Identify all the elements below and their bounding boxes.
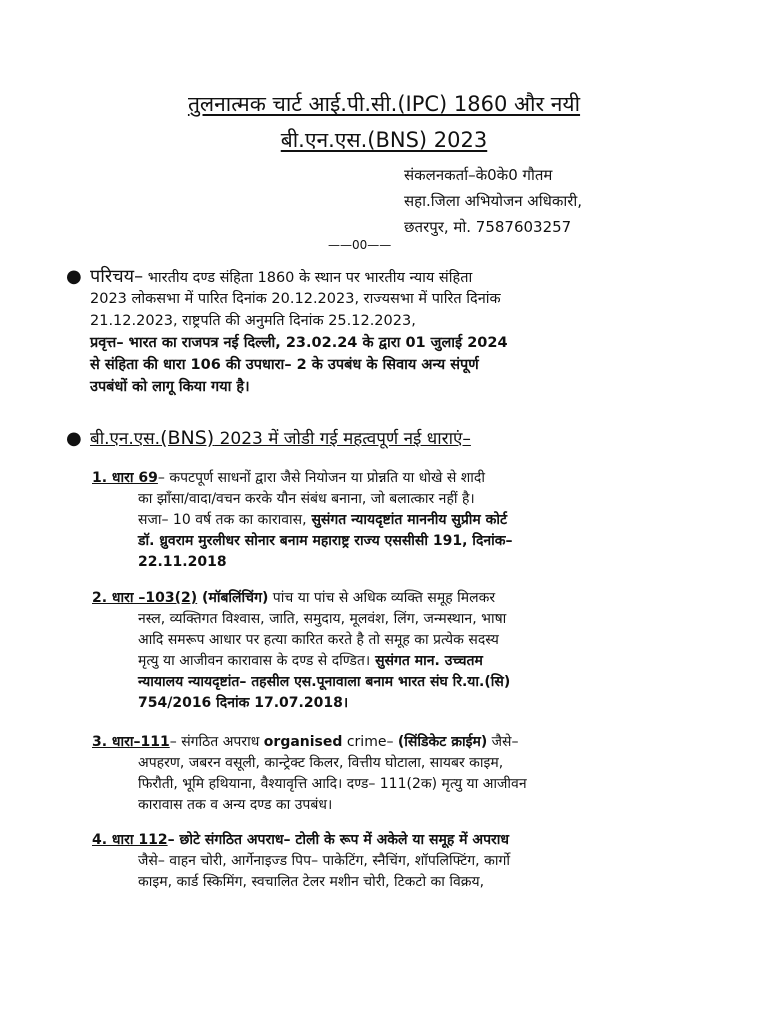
section-precedent: सुसंगत मान. उच्चतम xyxy=(370,653,483,669)
section-english-term: organised xyxy=(263,734,343,750)
section-line: नस्ल, व्यक्तिगत विश्वास, जाति, समुदाय, मूलवंश, लिंग, जन्मस्थान, भाषा xyxy=(138,611,507,627)
section-line: जैसे– वाहन चोरी, आर्गेनाइज्ड पिप– पाकेटिंग, स्नैचिंग, शॉपलिफ्टिंग, कार्गो xyxy=(138,853,510,869)
section-number: 2. धारा –103(2) xyxy=(92,590,198,606)
section-line: काइम, कार्ड स्किमिंग, स्वचालित टेलर मशीन चोरी, टिकटो का विक्रय, xyxy=(138,874,485,890)
section-69 xyxy=(92,468,513,573)
compiler-block xyxy=(404,162,582,240)
heading-text-2: (BNS) xyxy=(160,427,215,449)
section-112 xyxy=(92,830,510,893)
bullet-icon: ● xyxy=(66,266,82,287)
section-111 xyxy=(92,732,527,816)
section-precedent-date: 754/2016 दिनांक 17.07.2018। xyxy=(138,695,349,711)
heading-text-3: 2023 में जोडी गई महत्वपूर्ण नई धाराएं– xyxy=(214,429,471,449)
separator: ——00—— xyxy=(328,238,392,252)
section-line: अपहरण, जबरन वसूली, कान्ट्रेक्ट किलर, वित्तीय घोटाला, सायबर काइम, xyxy=(138,755,504,771)
section-line: कारावास तक व अन्य दण्ड का उपबंध। xyxy=(138,797,333,813)
section-line: फिरौती, भूमि हथियाना, वैश्यावृत्ति आदि। दण्ड– 111(2क) मृत्यु या आजीवन xyxy=(138,776,527,792)
intro-enforcement-text-1: प्रवृत्त– भारत का राजपत्र नई दिल्ली, 23.02.24 के द्वारा 01 जुलाई 2024 xyxy=(90,335,508,351)
intro-enforcement-text-3: उपबंधों को लागू किया गया है। xyxy=(90,379,250,395)
section-precedent-date: 22.11.2018 xyxy=(138,554,227,570)
section-precedent: डॉ. ध्रुवराम मुरलीधर सोनार बनाम महाराष्ट्र राज्य एससीसी 191, दिनांक– xyxy=(138,533,513,549)
section-number: 1. धारा 69 xyxy=(92,470,158,486)
section-number: 3. धारा–111 xyxy=(92,734,170,750)
intro-line-3: 21.12.2023, राष्ट्रपति की अनुमति दिनांक 25.12.2023, xyxy=(90,313,416,329)
section-line: पांच या पांच से अधिक व्यक्ति समूह मिलकर xyxy=(268,590,496,606)
compiler-contact: छतरपुर, मो. 7587603257 xyxy=(404,218,572,236)
document-title-line-2: बी.एन.एस.(BNS) 2023 xyxy=(280,128,488,152)
compiler-name: संकलनकर्ता–के0के0 गौतम xyxy=(404,166,553,184)
section-line: आदि समरूप आधार पर हत्या कारित करते है तो समूह का प्रत्येक सदस्य xyxy=(138,632,499,648)
new-sections-heading xyxy=(90,426,471,449)
section-103-2 xyxy=(92,588,510,714)
section-english-term: crime– xyxy=(342,734,398,750)
heading-text-1: बी.एन.एस. xyxy=(90,429,161,449)
section-penalty: सजा– 10 वर्ष तक का कारावास, xyxy=(138,512,307,528)
section-line: – छोटे संगठित अपराध– टोली के रूप में अकेले या समूह में अपराध xyxy=(167,832,509,848)
intro-line-2: 2023 लोकसभा में पारित दिनांक 20.12.2023, राज्यसभा में पारित दिनांक xyxy=(90,291,501,307)
section-tag: (मॉबलिंचिंग) xyxy=(197,590,269,606)
section-precedent: सुसंगत न्यायदृष्टांत माननीय सुप्रीम कोर्ट xyxy=(306,512,508,528)
intro-enforcement-line-3 xyxy=(90,376,508,398)
document-title-line-1: तुलनात्मक चार्ट आई.पी.सी.(IPC) 1860 और नयी xyxy=(187,92,581,116)
section-line: का झाँसा/वादा/वचन करके यौन संबंध बनाना, जो बलात्कार नहीं है। xyxy=(138,491,475,507)
section-line: – कपटपूर्ण साधनों द्वारा जैसे नियोजन या प्रोन्नति या धोखे से शादी xyxy=(157,470,485,486)
section-tag: (सिंडिकेट क्राईम) xyxy=(397,734,488,750)
section-number: 4. धारा 112 xyxy=(92,832,168,848)
intro-enforcement-line-2 xyxy=(90,354,508,376)
intro-label: परिचय– xyxy=(90,266,144,287)
compiler-designation: सहा.जिला अभियोजन अधिकारी, xyxy=(404,192,583,210)
section-line: मृत्यु या आजीवन कारावास के दण्ड से दण्डित। xyxy=(138,653,371,669)
intro-line-1: भारतीय दण्ड संहिता 1860 के स्थान पर भारतीय न्याय संहिता xyxy=(143,270,473,286)
intro-enforcement-text-2: से संहिता की धारा 106 की उपधारा– 2 के उपबंध के सिवाय अन्य संपूर्ण xyxy=(90,357,479,373)
section-line: – संगठित अपराध xyxy=(169,734,264,750)
bullet-icon: ● xyxy=(66,428,82,449)
section-line: जैसे– xyxy=(487,734,519,750)
intro-paragraph xyxy=(90,266,508,398)
intro-enforcement-line-1 xyxy=(90,332,508,354)
section-precedent: न्यायालय न्यायदृष्टांत– तहसील एस.पूनावाला बनाम भारत संघ रि.या.(सि) xyxy=(138,674,511,690)
